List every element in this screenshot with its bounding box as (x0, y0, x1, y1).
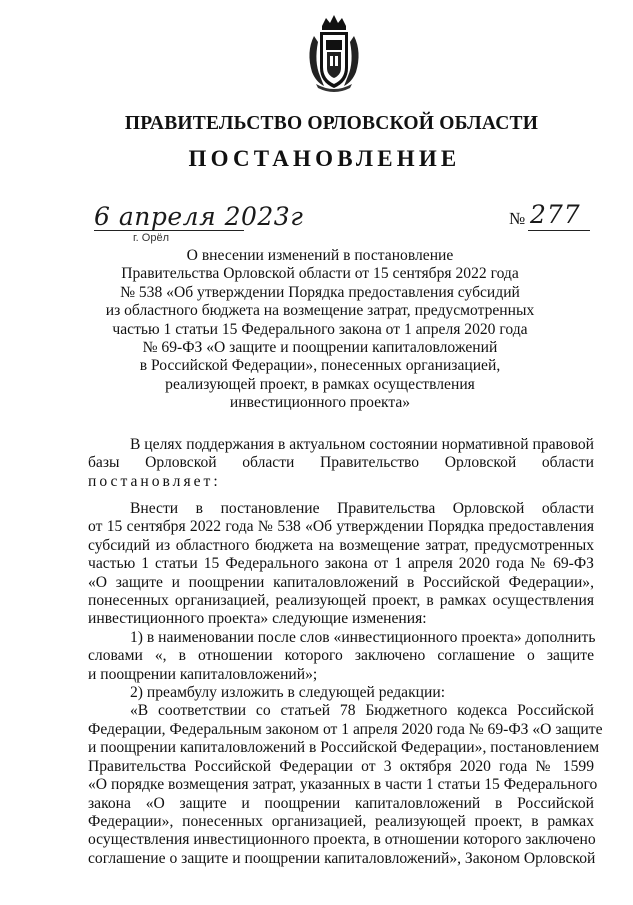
subject-line: № 538 «Об утверждении Порядка предоставления субсидий (120, 283, 520, 301)
list-item-line: 2) преамбулу изложить в следующей редакции: (130, 684, 446, 702)
paragraph-line: базы Орловской области Правительство Орловской области (88, 454, 594, 472)
subject-line: частью 1 статьи 15 Федерального закона от 1 апреля 2020 года (112, 320, 528, 338)
government-title: ПРАВИТЕЛЬСТВО ОРЛОВСКОЙ ОБЛАСТИ (124, 113, 539, 134)
city-label: г. Орёл (133, 232, 169, 244)
paragraph-line: осуществления инвестиционного проекта, в отношении которого заключено (88, 831, 596, 849)
number-label: № (509, 209, 526, 228)
list-item-line: словами «, в отношении которого заключено соглашение о защите (88, 647, 594, 665)
paragraph-line: «В соответствии со статьей 78 Бюджетного кодекса Российской (130, 702, 594, 720)
paragraph-line: Внести в постановление Правительства Орловской области (130, 500, 594, 517)
subject-line: Правительства Орловской области от 15 сентября 2022 года (121, 265, 519, 283)
subject-line: в Российской Федерации», понесенных организацией, (139, 357, 501, 375)
handwritten-number: 277 (530, 200, 581, 229)
paragraph-line: «О порядке возмещения затрат, указанных в части 1 статьи 15 Федерального (88, 776, 598, 794)
subject-line: из областного бюджета на возмещение затрат, предусмотренных (105, 302, 535, 320)
coat-of-arms-emblem (302, 12, 366, 94)
handwritten-date: 6 апреля 2023г (94, 202, 304, 231)
paragraph-line: постановляет: (88, 472, 221, 490)
paragraph-line: закона «О защите и поощрении капиталовложений в Российской (88, 794, 594, 812)
paragraph-line: Федерации, Федеральным законом от 1 апреля 2020 года № 69-ФЗ «О защите (88, 720, 603, 738)
number-underline (528, 230, 590, 231)
document-subject (95, 247, 545, 413)
paragraph-line: субсидий из областного бюджета на возмещение затрат, предусмотренных (88, 536, 594, 554)
subject-line: О внесении изменений в постановление (186, 247, 454, 264)
document-type-title: ПОСТАНОВЛЕНИЕ (188, 146, 461, 171)
paragraph-line: Правительства Российской Федерации от 3 октября 2020 года № 1599 (88, 757, 594, 775)
resolution-body (88, 500, 603, 868)
list-item-line: и поощрении капиталовложений»; (88, 665, 318, 683)
paragraph-line: от 15 сентября 2022 года № 538 «Об утверждении Порядка предоставления (88, 518, 594, 536)
subject-line: реализующей проект, в рамках осуществления (165, 375, 475, 393)
list-item-line: 1) в наименовании после слов «инвестиционного проекта» дополнить (130, 628, 596, 646)
date-underline (94, 230, 244, 231)
paragraph-line: соглашение о защите и поощрении капиталовложений», Законом Орловской (88, 849, 596, 867)
paragraph-line: частью 1 статьи 15 Федерального закона от 1 апреля 2020 года № 69-ФЗ (88, 555, 594, 573)
paragraph-line: инвестиционного проекта» следующие изменения: (88, 610, 427, 628)
paragraph-line: «О защите и поощрении капиталовложений в Российской Федерации», (88, 573, 594, 591)
subject-line: № 69-ФЗ «О защите и поощрении капиталовложений (142, 339, 498, 357)
preamble-paragraph (88, 436, 594, 491)
paragraph-line: В целях поддержания в актуальном состоянии нормативной правовой (130, 436, 594, 453)
paragraph-line: Федерации», понесенных организацией, реализующей проект, в рамках (88, 812, 594, 830)
paragraph-line: понесенных организацией, реализующей проект, в рамках осуществления (88, 592, 594, 610)
subject-line: инвестиционного проекта» (229, 394, 411, 412)
paragraph-line: и поощрении капиталовложений в Российской Федерации», постановлением (88, 739, 600, 757)
